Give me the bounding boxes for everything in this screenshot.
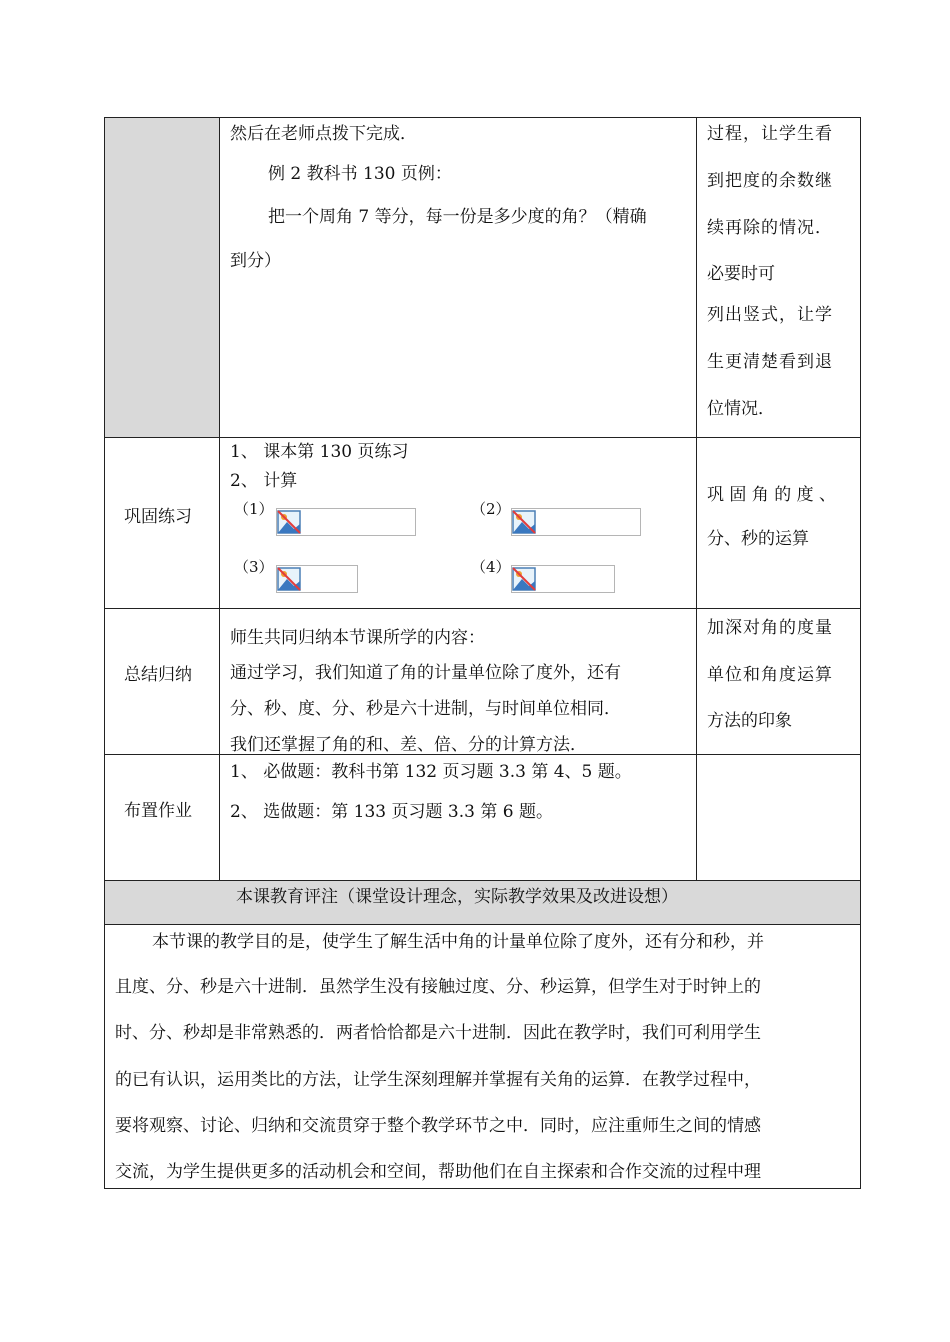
row1-content-line: 例 2 教科书 130 页例： bbox=[268, 164, 452, 184]
row1-note-line: 到把度的余数继 bbox=[707, 171, 833, 191]
row-divider bbox=[104, 608, 861, 609]
summary-line: 师生共同归纳本节课所学的内容： bbox=[230, 628, 485, 648]
summary-line: 通过学习，我们知道了角的计量单位除了度外，还有 bbox=[230, 663, 621, 683]
exercise-number: （4） bbox=[471, 558, 511, 576]
row3-note-line: 单位和角度运算 bbox=[707, 665, 833, 685]
eval-header: 本课教育评注（课堂设计理念，实际教学效果及改进设想） bbox=[236, 887, 678, 907]
image-placeholder-icon bbox=[277, 567, 301, 591]
row-divider bbox=[104, 880, 861, 881]
row2-note-line: 巩 固 角 的 度 、 bbox=[707, 485, 837, 505]
row1-note-line: 生更清楚看到退 bbox=[707, 352, 833, 372]
eval-paragraph-line: 交流，为学生提供更多的活动机会和空间，帮助他们在自主探索和合作交流的过程中理 bbox=[115, 1162, 761, 1182]
table-border-bottom bbox=[104, 1188, 861, 1189]
practice-line-1: 1、 课本第 130 页练习 bbox=[230, 442, 409, 462]
row-divider bbox=[104, 437, 861, 438]
row1-note-line: 必要时可 bbox=[707, 264, 775, 284]
summary-line: 分、秒、度、分、秒是六十进制，与时间单位相同． bbox=[230, 699, 621, 719]
exercise-number: （1） bbox=[234, 500, 274, 518]
row-label-homework: 布置作业 bbox=[124, 801, 192, 821]
eval-paragraph-line: 的已有认识，运用类比的方法，让学生深刻理解并掌握有关角的运算．在教学过程中， bbox=[115, 1070, 761, 1090]
row1-content-line: 然后在老师点拨下完成． bbox=[230, 124, 417, 144]
row-label-summary: 总结归纳 bbox=[124, 665, 192, 685]
exercise-number: （3） bbox=[234, 558, 274, 576]
row1-content-line: 把一个周角 7 等分，每一份是多少度的角？（精确 bbox=[268, 207, 647, 227]
eval-paragraph-line: 要将观察、讨论、归纳和交流贯穿于整个教学环节之中．同时，应注重师生之间的情感 bbox=[115, 1116, 761, 1136]
summary-line: 我们还掌握了角的和、差、倍、分的计算方法． bbox=[230, 735, 587, 755]
column-divider bbox=[696, 117, 697, 880]
row1-note-line: 位情况． bbox=[707, 399, 775, 419]
table-border-right bbox=[860, 117, 861, 1189]
row-label-practice: 巩固练习 bbox=[124, 507, 192, 527]
eval-paragraph-line: 本节课的教学目的是，使学生了解生活中角的计量单位除了度外，还有分和秒，并 bbox=[152, 932, 764, 952]
image-placeholder-icon bbox=[512, 510, 536, 534]
eval-paragraph-line: 且度、分、秒是六十进制．虽然学生没有接触过度、分、秒运算，但学生对于时钟上的 bbox=[115, 977, 761, 997]
homework-line: 2、 选做题：第 133 页习题 3.3 第 6 题。 bbox=[230, 802, 553, 822]
homework-line: 1、 必做题：教科书第 132 页习题 3.3 第 4、5 题。 bbox=[230, 762, 632, 782]
row1-note-line: 过程，让学生看 bbox=[707, 124, 833, 144]
row-divider bbox=[104, 924, 861, 925]
label-cell-row1 bbox=[104, 118, 219, 437]
row2-note-line: 分、秒的运算 bbox=[707, 529, 809, 549]
image-placeholder-icon bbox=[512, 567, 536, 591]
row1-note-line: 列出竖式，让学 bbox=[707, 305, 833, 325]
table-border-left bbox=[104, 117, 105, 1189]
table-border-top bbox=[104, 117, 861, 118]
row3-note-line: 加深对角的度量 bbox=[707, 618, 833, 638]
row1-note-line: 续再除的情况． bbox=[707, 218, 833, 238]
row1-content-line: 到分） bbox=[230, 251, 281, 271]
image-placeholder-icon bbox=[277, 510, 301, 534]
row3-note-line: 方法的印象 bbox=[707, 711, 792, 731]
eval-paragraph-line: 时、分、秒却是非常熟悉的．两者恰恰都是六十进制．因此在教学时，我们可利用学生 bbox=[115, 1023, 761, 1043]
practice-line-2: 2、 计算 bbox=[230, 471, 298, 491]
exercise-number: （2） bbox=[471, 500, 511, 518]
column-divider bbox=[219, 117, 220, 880]
